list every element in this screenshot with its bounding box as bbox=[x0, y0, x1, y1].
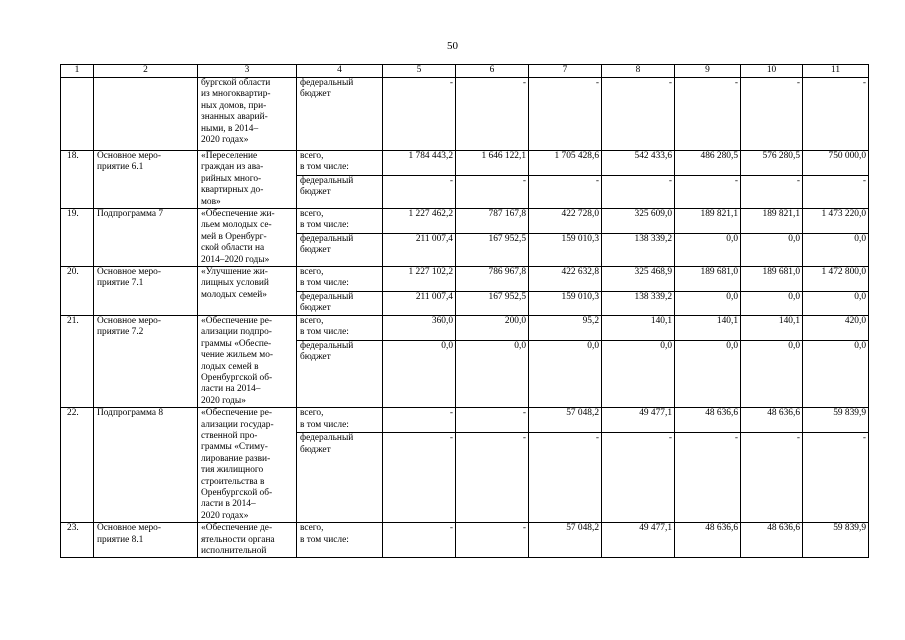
value-cell: 0,0 bbox=[803, 340, 869, 407]
item-description: «Переселение граждан из ава- рийных много- квартирных до- мов» bbox=[198, 151, 297, 209]
value-cell: - bbox=[456, 78, 529, 151]
value-cell: - bbox=[602, 176, 675, 209]
value-cell: 1 473 220,0 bbox=[803, 209, 869, 234]
funding-source: федеральный бюджет bbox=[297, 340, 383, 407]
funding-source: всего, в том числе: bbox=[297, 209, 383, 234]
item-description: «Обеспечение ре- ализации государ- ственной про- граммы «Стиму- лирование разви- тия жилищного строительства в Оренбургской об- ласти в 2014– 2020 годах» bbox=[198, 408, 297, 523]
value-cell: - bbox=[741, 433, 803, 523]
value-cell: 211 007,4 bbox=[383, 292, 456, 316]
value-cell: 59 839,9 bbox=[803, 523, 869, 558]
value-cell: 0,0 bbox=[803, 234, 869, 267]
value-cell: - bbox=[675, 433, 741, 523]
value-cell: 57 048,2 bbox=[529, 523, 602, 558]
value-cell: 422 728,0 bbox=[529, 209, 602, 234]
table-row bbox=[61, 78, 869, 151]
item-name: Подпрограмма 7 bbox=[94, 209, 198, 267]
table-row bbox=[61, 151, 869, 176]
value-cell: 138 339,2 bbox=[602, 292, 675, 316]
item-description: бургской области из многоквартир- ных домов, при- знанных аварий- ными, в 2014– 2020 годах» bbox=[198, 78, 297, 151]
item-description: «Обеспечение жи- льем молодых се- мей в Оренбург- ской области на 2014–2020 годы» bbox=[198, 209, 297, 267]
row-number bbox=[61, 78, 94, 151]
value-cell: 1 227 462,2 bbox=[383, 209, 456, 234]
value-cell: - bbox=[803, 176, 869, 209]
value-cell: 0,0 bbox=[383, 340, 456, 407]
item-description: «Обеспечение де- ятельности органа исполнительной bbox=[198, 523, 297, 558]
value-cell: - bbox=[675, 176, 741, 209]
value-cell: - bbox=[456, 176, 529, 209]
value-cell: 486 280,5 bbox=[675, 151, 741, 176]
value-cell: - bbox=[456, 408, 529, 433]
value-cell: 159 010,3 bbox=[529, 292, 602, 316]
value-cell: 0,0 bbox=[529, 340, 602, 407]
header-row bbox=[61, 65, 869, 78]
funding-source: всего, в том числе: bbox=[297, 408, 383, 433]
table-row bbox=[61, 523, 869, 558]
value-cell: 422 632,8 bbox=[529, 267, 602, 292]
value-cell: 140,1 bbox=[602, 315, 675, 340]
column-header: 4 bbox=[297, 65, 383, 78]
value-cell: 0,0 bbox=[803, 292, 869, 316]
value-cell: - bbox=[383, 523, 456, 558]
funding-source: федеральный бюджет bbox=[297, 234, 383, 267]
value-cell: 138 339,2 bbox=[602, 234, 675, 267]
value-cell: 1 227 102,2 bbox=[383, 267, 456, 292]
item-name: Основное меро- приятие 7.2 bbox=[94, 315, 198, 407]
table-row bbox=[61, 209, 869, 234]
table-row bbox=[61, 267, 869, 292]
value-cell: 325 609,0 bbox=[602, 209, 675, 234]
item-name: Основное меро- приятие 7.1 bbox=[94, 267, 198, 316]
value-cell: 48 636,6 bbox=[675, 523, 741, 558]
value-cell: - bbox=[803, 78, 869, 151]
value-cell: 48 636,6 bbox=[675, 408, 741, 433]
row-number: 23. bbox=[61, 523, 94, 558]
value-cell: 167 952,5 bbox=[456, 292, 529, 316]
value-cell: 189 681,0 bbox=[741, 267, 803, 292]
value-cell: 48 636,6 bbox=[741, 408, 803, 433]
funding-source: федеральный бюджет bbox=[297, 176, 383, 209]
value-cell: 49 477,1 bbox=[602, 408, 675, 433]
value-cell: 0,0 bbox=[675, 234, 741, 267]
column-header: 9 bbox=[675, 65, 741, 78]
column-header: 11 bbox=[803, 65, 869, 78]
value-cell: - bbox=[456, 433, 529, 523]
value-cell: - bbox=[383, 408, 456, 433]
value-cell: 787 167,8 bbox=[456, 209, 529, 234]
item-name: Основное меро- приятие 6.1 bbox=[94, 151, 198, 209]
value-cell: - bbox=[602, 78, 675, 151]
value-cell: 1 472 800,0 bbox=[803, 267, 869, 292]
column-header: 3 bbox=[198, 65, 297, 78]
value-cell: 140,1 bbox=[675, 315, 741, 340]
value-cell: - bbox=[741, 78, 803, 151]
value-cell: 0,0 bbox=[456, 340, 529, 407]
value-cell: 95,2 bbox=[529, 315, 602, 340]
value-cell: 167 952,5 bbox=[456, 234, 529, 267]
value-cell: 360,0 bbox=[383, 315, 456, 340]
value-cell: - bbox=[529, 433, 602, 523]
column-header: 5 bbox=[383, 65, 456, 78]
funding-source: всего, в том числе: bbox=[297, 523, 383, 558]
value-cell: 750 000,0 bbox=[803, 151, 869, 176]
table-row bbox=[61, 408, 869, 433]
page-number: 50 bbox=[447, 40, 458, 52]
column-header: 1 bbox=[61, 65, 94, 78]
value-cell: - bbox=[741, 176, 803, 209]
item-description: «Улучшение жи- лищных условий молодых семей» bbox=[198, 267, 297, 316]
value-cell: - bbox=[529, 78, 602, 151]
value-cell: 49 477,1 bbox=[602, 523, 675, 558]
value-cell: 0,0 bbox=[741, 340, 803, 407]
value-cell: 1 646 122,1 bbox=[456, 151, 529, 176]
value-cell: 0,0 bbox=[675, 292, 741, 316]
row-number: 22. bbox=[61, 408, 94, 523]
item-name: Основное меро- приятие 8.1 bbox=[94, 523, 198, 558]
funding-source: федеральный бюджет bbox=[297, 78, 383, 151]
value-cell: - bbox=[602, 433, 675, 523]
item-name: Подпрограмма 8 bbox=[94, 408, 198, 523]
value-cell: 159 010,3 bbox=[529, 234, 602, 267]
value-cell: 189 821,1 bbox=[741, 209, 803, 234]
value-cell: 48 636,6 bbox=[741, 523, 803, 558]
value-cell: 1 784 443,2 bbox=[383, 151, 456, 176]
funding-source: всего, в том числе: bbox=[297, 267, 383, 292]
column-header: 7 bbox=[529, 65, 602, 78]
funding-source: всего, в том числе: bbox=[297, 151, 383, 176]
value-cell: - bbox=[383, 78, 456, 151]
value-cell: 189 681,0 bbox=[675, 267, 741, 292]
value-cell: - bbox=[383, 176, 456, 209]
value-cell: 0,0 bbox=[675, 340, 741, 407]
row-number: 20. bbox=[61, 267, 94, 316]
value-cell: 542 433,6 bbox=[602, 151, 675, 176]
value-cell: - bbox=[383, 433, 456, 523]
funding-source: федеральный бюджет bbox=[297, 433, 383, 523]
value-cell: 140,1 bbox=[741, 315, 803, 340]
value-cell: 420,0 bbox=[803, 315, 869, 340]
value-cell: 189 821,1 bbox=[675, 209, 741, 234]
value-cell: 576 280,5 bbox=[741, 151, 803, 176]
value-cell: - bbox=[803, 433, 869, 523]
value-cell: 0,0 bbox=[741, 292, 803, 316]
column-header: 8 bbox=[602, 65, 675, 78]
row-number: 21. bbox=[61, 315, 94, 407]
column-header: 2 bbox=[94, 65, 198, 78]
value-cell: - bbox=[456, 523, 529, 558]
value-cell: 211 007,4 bbox=[383, 234, 456, 267]
value-cell: 786 967,8 bbox=[456, 267, 529, 292]
value-cell: - bbox=[675, 78, 741, 151]
item-description: «Обеспечение ре- ализации подпро- граммы «Обеспе- чение жильем мо- лодых семей в Оренбургской об- ласти на 2014– 2020 годы» bbox=[198, 315, 297, 407]
item-name bbox=[94, 78, 198, 151]
value-cell: 59 839,9 bbox=[803, 408, 869, 433]
row-number: 19. bbox=[61, 209, 94, 267]
value-cell: 200,0 bbox=[456, 315, 529, 340]
row-number: 18. bbox=[61, 151, 94, 209]
table-row bbox=[61, 315, 869, 340]
value-cell: 0,0 bbox=[602, 340, 675, 407]
column-header: 10 bbox=[741, 65, 803, 78]
value-cell: - bbox=[529, 176, 602, 209]
funding-source: всего, в том числе: bbox=[297, 315, 383, 340]
value-cell: 57 048,2 bbox=[529, 408, 602, 433]
budget-table bbox=[60, 64, 869, 558]
value-cell: 325 468,9 bbox=[602, 267, 675, 292]
column-header: 6 bbox=[456, 65, 529, 78]
funding-source: федеральный бюджет bbox=[297, 292, 383, 316]
value-cell: 1 705 428,6 bbox=[529, 151, 602, 176]
value-cell: 0,0 bbox=[741, 234, 803, 267]
